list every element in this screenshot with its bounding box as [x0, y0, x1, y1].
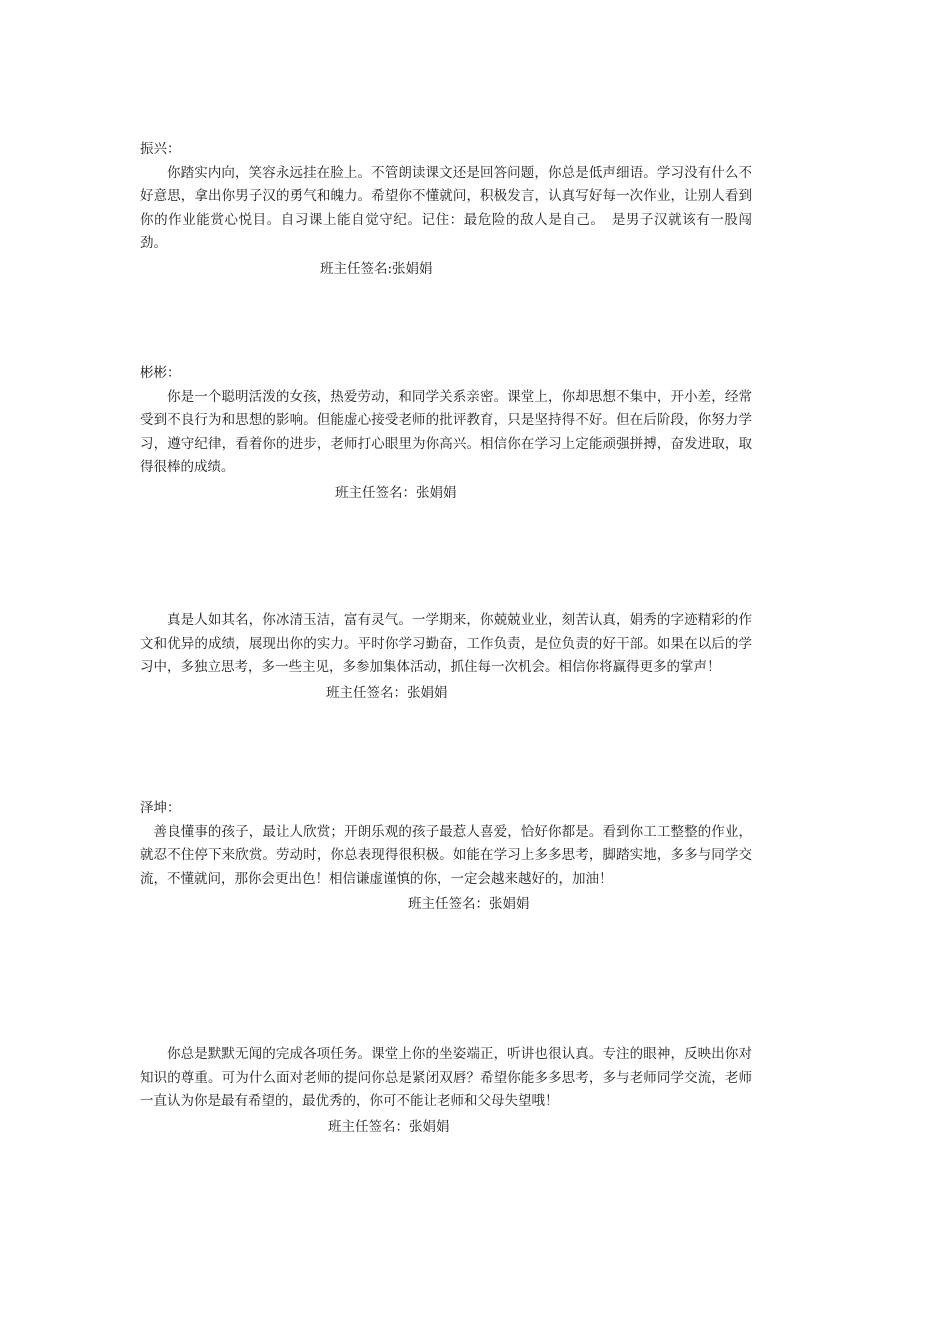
- comment-block-1: [140, 138, 752, 281]
- comment-text: 你总是默默无闻的完成各项任务。课堂上你的坐姿端正，听讲也很认真。专注的眼神，反映出你对知识的尊重。可为什么面对老师的提问你总是紧闭双唇？希望你能多多思考，多与老师同学交流，老师一直认为你是最有希望的，最优秀的，你可不能让老师和父母失望哦！: [140, 1046, 752, 1109]
- student-name: 振兴：: [140, 141, 181, 157]
- comment-text: 你是一个聪明活泼的女孩，热爱劳动，和同学关系亲密。课堂上，你却思想不集中，开小差，经常受到不良行为和思想的影响。但能虚心接受老师的批评教育，只是坚持得不好。但在后阶段，你努力学习，遵守纪律，看着你的进步，老师打心眼里为你高兴。相信你在学习上定能顽强拼搏，奋发进取，取得很棒的成绩。: [140, 388, 752, 475]
- teacher-signature: 班主任签名：张娟娟: [408, 896, 530, 912]
- student-name: 泽坤：: [140, 800, 181, 816]
- comment-block-4: [140, 797, 752, 917]
- teacher-signature: 班主任签名：张娟娟: [326, 684, 448, 701]
- comment-text: 真是人如其名，你冰清玉洁，富有灵气。一学期来，你兢兢业业，刻苦认真，娟秀的字迹精彩的作文和优异的成绩，展现出你的实力。平时你学习勤奋，工作负责，是位负责的好干部。如果在以后的学习中，多独立思考，多一些主见，多参加集体活动，抓住每一次机会。相信你将赢得更多的掌声！: [140, 612, 752, 675]
- comment-block-2: [140, 362, 752, 505]
- comment-text: 你踏实内向，笑容永远挂在脸上。不管朗读课文还是回答问题，你总是低声细语。学习没有什么不好意思，拿出你男子汉的勇气和魄力。希望你不懂就问，积极发言，认真写好每一次作业，让别人看到你的作业能赏心悦目。自习课上能自觉守纪。记住：最危险的敌人是自己。 是男子汉就该有一股闯劲。: [140, 164, 752, 251]
- teacher-signature: 班主任签名：张娟娟: [335, 484, 457, 501]
- comment-block-5: [140, 1043, 752, 1139]
- student-name: 彬彬：: [140, 365, 181, 381]
- teacher-signature: 班主任签名:张娟娟: [320, 260, 433, 277]
- comment-text: 善良懂事的孩子，最让人欣赏；开朗乐观的孩子最惹人喜爱，恰好你都是。看到你工工整整的作业，就忍不住停下来欣赏。劳动时，你总表现得很积极。如能在学习上多多思考，脚踏实地，多多与同学交流，不懂就问，那你会更出色！相信谦虚谨慎的你，一定会越来越好的，加油！: [140, 823, 752, 887]
- comment-block-3: [140, 609, 752, 705]
- teacher-signature: 班主任签名：张娟娟: [328, 1118, 450, 1135]
